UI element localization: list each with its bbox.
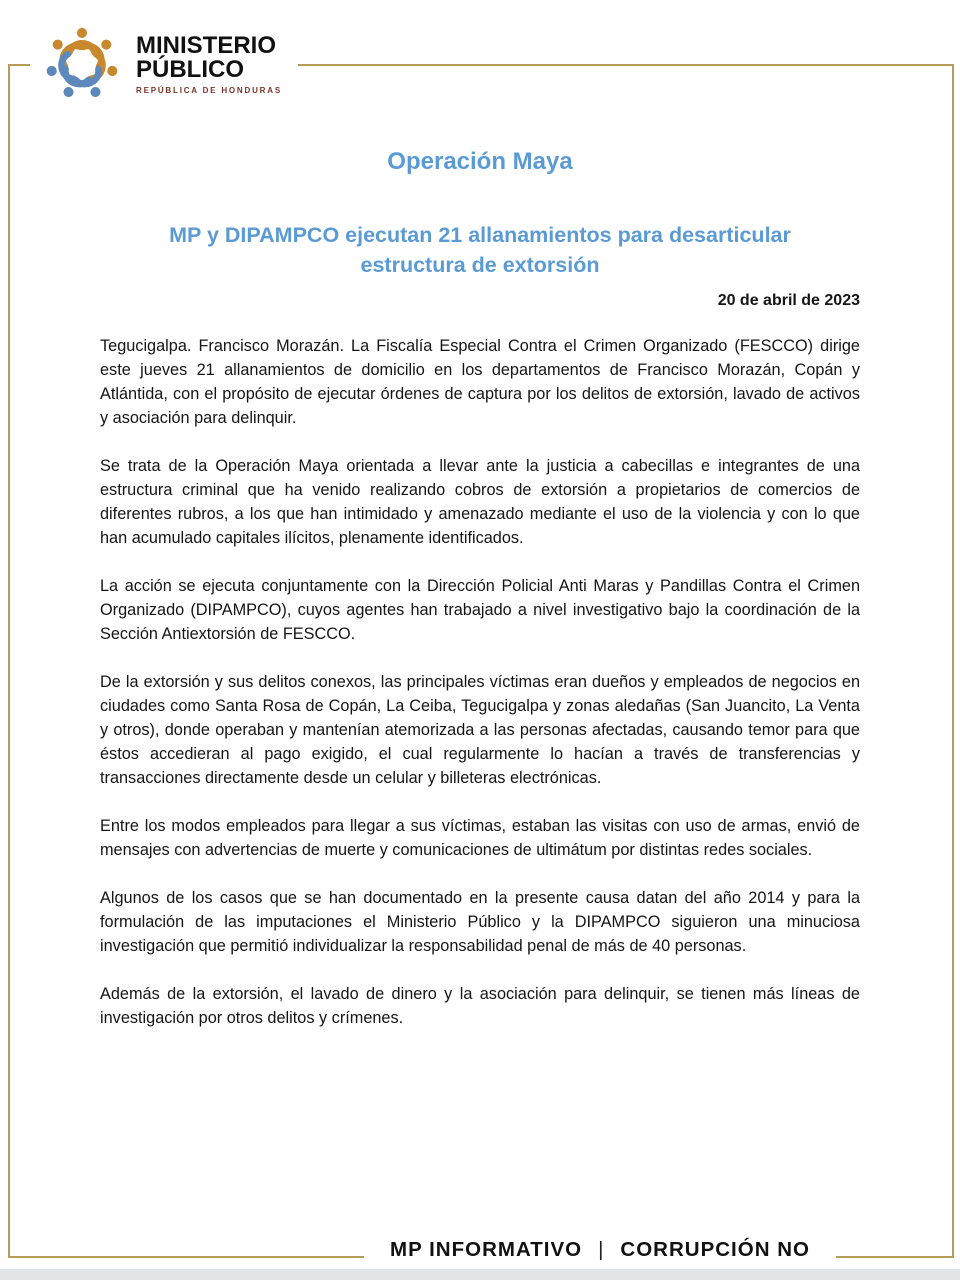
footer-separator: | (598, 1238, 605, 1261)
footer-banner (364, 1232, 836, 1268)
ministerio-publico-logo (30, 16, 298, 114)
body-paragraph: Entre los modos empleados para llegar a sus víctimas, estaban las visitas con uso de armas, envió de mensajes con advertencias de muerte y comunicaciones de ultimátum por distintas redes sociales. (100, 817, 860, 859)
body-paragraph: La acción se ejecuta conjuntamente con la Dirección Policial Anti Maras y Pandillas Contra el Crimen Organizado (DIPAMPCO), cuyos agentes han trabajado a nivel investigativo bajo la coordinación de la Sección Antiextorsión de FESCCO. (100, 577, 860, 643)
body-paragraph: Además de la extorsión, el lavado de dinero y la asociación para delinquir, se tienen más líneas de investigación por otros delitos y crímenes. (100, 985, 860, 1027)
logo-wordmark (136, 31, 282, 95)
headline (100, 220, 860, 280)
headline-line1: MP y DIPAMPCO ejecutan 21 allanamientos para desarticular (169, 223, 791, 247)
people-ring-icon (40, 22, 124, 106)
document-date: 20 de abril de 2023 (717, 292, 860, 309)
body-paragraph: De la extorsión y sus delitos conexos, las principales víctimas eran dueños y empleados de negocios en ciudades como Santa Rosa de Copán, La Ceiba, Tegucigalpa y zonas aledañas (San Juancito, La Venta y otros), donde operaban y mantenían atemorizada a las personas afectadas, causando temor para que éstos accedieran al pago exigido, el cual regularmente lo hacían a través de transferencias y transacciones directamente desde un celular y billeteras electrónicas. (100, 673, 860, 787)
paragraph-list (100, 334, 860, 1030)
footer-left-label: MP INFORMATIVO (390, 1238, 583, 1261)
page-bottom-strip (0, 1269, 960, 1280)
footer-right-label: CORRUPCIÓN NO (620, 1238, 810, 1261)
headline-line2: estructura de extorsión (360, 253, 600, 277)
body-paragraph: Algunos de los casos que se han documentado en la presente causa datan del año 2014 y para la formulación de las imputaciones el Ministerio Público y la DIPAMPCO siguieron una minuciosa investigación que permitió individualizar la responsabilidad penal de más de 40 personas. (100, 889, 860, 955)
logo-subtitle: REPÚBLICA DE HONDURAS (136, 85, 282, 95)
document-body (100, 0, 860, 1030)
operation-title: Operación Maya (387, 148, 573, 175)
logo-name-line1: MINISTERIO (136, 31, 277, 59)
logo-name-line2: PÚBLICO (136, 55, 244, 83)
body-paragraph: Tegucigalpa. Francisco Morazán. La Fiscalía Especial Contra el Crimen Organizado (FESCCO) dirige este jueves 21 allanamientos de domicilio en los departamentos de Francisco Morazán, Copán y Atlántida, con el propósito de ejecutar órdenes de captura por los delitos de extorsión, lavado de activos y asociación para delinquir. (100, 337, 860, 427)
body-paragraph: Se trata de la Operación Maya orientada a llevar ante la justicia a cabecillas e integrantes de una estructura criminal que ha venido realizando cobros de extorsión a propietarios de comercios de diferentes rubros, a los que han intimidado y amenazado mediante el uso de la violencia y con lo que han acumulado capitales ilícitos, plenamente identificados. (100, 457, 860, 547)
